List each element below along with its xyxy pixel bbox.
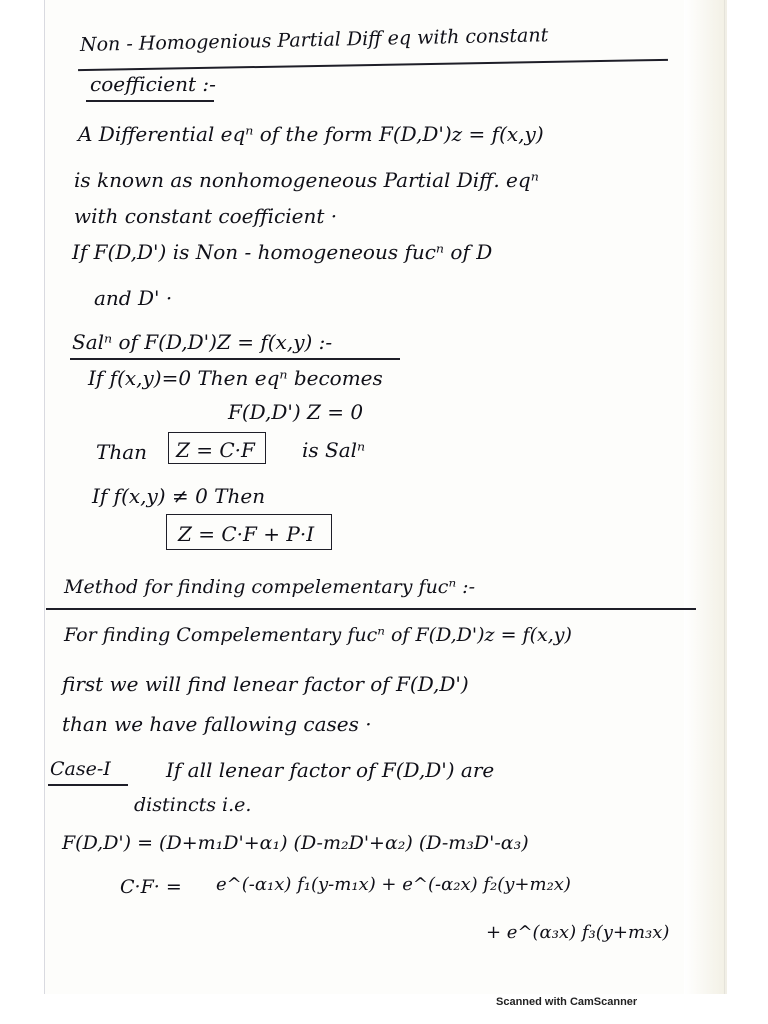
definition-line-3: with constant coefficient ·: [74, 204, 338, 228]
factor-equation: F(D,D') = (D+m₁D'+α₁) (D-m₂D'+α₂) (D-m₃D'-α₃): [62, 832, 529, 854]
scan-footer: [0, 994, 768, 1024]
case-1-line-1: If all lenear factor of F(D,D') are: [166, 758, 495, 782]
case-1-underline: [48, 784, 128, 786]
solution-line-4: If f(x,y) ≠ 0 Then: [92, 484, 266, 508]
page-edge: [684, 0, 724, 994]
method-heading: Method for finding compelementary fucⁿ :-: [64, 576, 476, 598]
definition-line-4: If F(D,D') is Non - homogeneous fucⁿ of D: [72, 240, 493, 264]
margin-line: [44, 0, 45, 994]
page-title-cont: coefficient :-: [90, 72, 216, 96]
definition-line-1: A Differential eqⁿ of the form F(D,D')z = f(x,y): [78, 122, 544, 146]
method-line-1: For finding Compelementary fucⁿ of F(D,D')z = f(x,y): [64, 624, 572, 646]
page-title: Non - Homogenious Partial Diff eq with constant: [79, 24, 549, 56]
method-line-2: first we will find lenear factor of F(D,D'): [62, 672, 469, 696]
than-word: Than: [96, 440, 148, 464]
cf-box-text: Z = C·F: [176, 438, 255, 462]
title-cont-underline: [86, 100, 214, 102]
case-1-line-2: distincts i.e.: [134, 794, 252, 816]
solution-line-2: F(D,D') Z = 0: [228, 400, 364, 424]
definition-line-5: and D' ·: [94, 286, 173, 310]
is-saln-text: is Salⁿ: [302, 438, 366, 462]
cf-term-2: + e^(α₃x) f₃(y+m₃x): [486, 922, 670, 943]
case-1-label: Case-I: [50, 758, 111, 780]
solution-heading: Salⁿ of F(D,D')Z = f(x,y) :-: [72, 330, 333, 354]
cf-pi-box-text: Z = C·F + P·I: [178, 522, 315, 546]
method-line-3: than we have fallowing cases ·: [62, 712, 372, 736]
method-underline: [46, 608, 696, 610]
definition-line-2: is known as nonhomogeneous Partial Diff. eqⁿ: [74, 168, 539, 192]
camscanner-watermark: Scanned with CamScanner: [496, 996, 638, 1008]
cf-lhs: C·F· =: [120, 876, 182, 898]
cf-term-1: e^(-α₁x) f₁(y-m₁x) + e^(-α₂x) f₂(y+m₂x): [216, 874, 571, 895]
solution-underline: [70, 358, 400, 360]
solution-line-1: If f(x,y)=0 Then eqⁿ becomes: [88, 366, 383, 390]
